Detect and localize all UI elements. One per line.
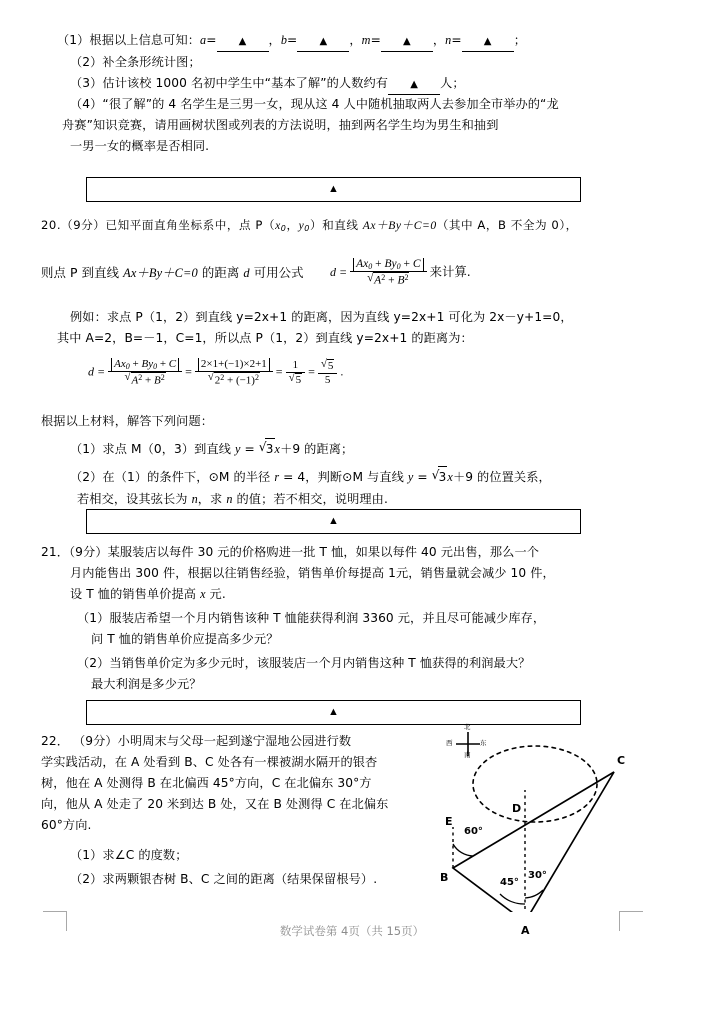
q21-sub1-line1: （1）服装店希望一个月内销售该种 T 恤能获得利润 3360 元，并且尽可能减少库存， xyxy=(77,611,546,625)
q20-example-computation xyxy=(88,358,343,387)
q20-y0-sub: 0 xyxy=(304,224,310,233)
answer-box-19-triangle: ▲ xyxy=(328,183,339,195)
q19-comma-2: ， xyxy=(349,33,362,47)
q19-semicolon: ； xyxy=(513,33,526,47)
lake-ellipse xyxy=(473,746,597,822)
q20-sub2 xyxy=(70,466,551,488)
blank-triangle-a: ▲ xyxy=(238,36,247,47)
q20-sub2-a: （2）在（1）的条件下，⊙M 的半径 xyxy=(70,470,275,484)
q22-line3: 树，他在 A 处测得 B 在北偏西 45°方向，C 在北偏东 30°方 xyxy=(41,776,372,790)
q22-line1: 22． （9分）小明周末与父母一起到遂宁湿地公园进行数 xyxy=(41,734,352,748)
answer-box-20-triangle: ▲ xyxy=(328,515,339,527)
q20-sub1-tail: ＋9 的距离； xyxy=(280,442,354,456)
q20-sub2-n2: n xyxy=(226,492,233,506)
q19-item4-line1: （4）“很了解”的 4 名学生是三男一女，现从这 4 人中随机抽取两人去参加全市举办的“龙 xyxy=(70,97,559,111)
q19-item1 xyxy=(57,30,526,52)
q20-stem-line2 xyxy=(41,262,304,284)
q20-ex-f3-den: √ 5 xyxy=(286,373,306,387)
q19-item1-prefix: （1）根据以上信息可知： xyxy=(57,33,201,47)
angle-arc-a-left xyxy=(500,894,525,904)
q20-sub1 xyxy=(70,438,353,460)
q22-sub1: （1）求∠C 的度数； xyxy=(70,848,188,862)
q19-var-m: m xyxy=(361,33,371,47)
angle-label-a-30: 30° xyxy=(528,870,547,881)
q20-ex-f1-den: √ $A^2 + B^2$ xyxy=(108,372,182,387)
answer-box-19[interactable] xyxy=(86,177,581,202)
q20-stem-line1-d: （其中 A，B 不全为 0）， xyxy=(436,218,578,232)
label-point-b: B xyxy=(440,871,449,884)
q20-x0: x xyxy=(275,219,281,232)
q20-stem-line1-a: 20.（9分）已知平面直角坐标系中，点 P（ xyxy=(41,218,276,232)
q22-figure xyxy=(440,722,680,937)
q21-line2: 月内能售出 300 件，根据以往销售经验，销售单价每提高 1元，销售量就会减少 10 件， xyxy=(70,566,555,580)
q20-ex-eq-1: = xyxy=(185,364,192,379)
q20-sub2-n1: n xyxy=(191,492,198,506)
q20-stem-line1-b: ， xyxy=(286,218,299,232)
q20-sub1-x: x xyxy=(274,442,281,456)
blank-triangle-count: ▲ xyxy=(410,79,418,90)
q21-var-x: x xyxy=(200,587,206,601)
q20-dist-d: d xyxy=(243,266,250,280)
q19-item2: （2）补全条形统计图； xyxy=(70,55,201,69)
compass-east-label: 东 xyxy=(480,739,487,747)
q22-line4: 向，他从 A 处走了 20 米到达 B 处，又在 B 处测得 C 在北偏东 xyxy=(41,797,389,811)
q20-line-eq-2: Ax＋By＋C=0 xyxy=(123,266,198,280)
q20-y0: y xyxy=(298,219,305,232)
angle-label-a-45: 45° xyxy=(500,877,519,888)
q20-sub1-y: y xyxy=(235,442,241,456)
q19-var-a: a xyxy=(200,33,207,47)
q20-sub1-a: （1）求点 M（0，3）到直线 xyxy=(70,442,236,456)
q21-line3-b: 元. xyxy=(205,587,226,601)
q20-lead: 根据以上材料，解答下列问题： xyxy=(41,414,214,428)
q20-sub1-eq: = xyxy=(240,442,259,456)
q19-item4-line2: 舟赛”知识竞赛，请用画树状图或列表的方法说明，抽到两名学生均为男生和抽到 xyxy=(62,118,499,132)
q19-eq-a: = xyxy=(206,33,217,47)
q20-sub2-y: y xyxy=(407,470,414,484)
compass-rose xyxy=(445,724,491,764)
q20-sub2-l2-c: 的值；若不相交，说明理由. xyxy=(232,492,388,506)
q22-line2: 学实践活动，在 A 处看到 B、C 处各有一棵被湖水隔开的银杏 xyxy=(41,755,378,769)
q19-eq-n: = xyxy=(451,33,462,47)
q21-line3 xyxy=(70,584,226,605)
q19-eq-b: = xyxy=(287,33,298,47)
q19-item3 xyxy=(70,73,465,95)
compass-south-label: 南 xyxy=(464,751,471,759)
q19-item4-line3: 一男一女的概率是否相同. xyxy=(70,139,210,153)
q20-ex-eq-3: = xyxy=(308,364,315,379)
q19-var-n: n xyxy=(445,33,452,47)
q20-ex-f1-num: $Ax_0 + By_0 + C$ xyxy=(108,358,182,372)
label-point-d: D xyxy=(512,802,522,815)
q20-sub2-req: = 4，判断⊙M 与直线 xyxy=(279,470,408,484)
q20-sub1-radicand: 3 xyxy=(265,438,275,460)
q21-line1: 21．（9分）某服装店以每件 30 元的价格购进一批 T 恤，如果以每件 40 元出售，那么一个 xyxy=(41,545,540,559)
q20-ex-period: . xyxy=(340,364,344,379)
compass-north-label: 北 xyxy=(464,723,471,731)
q20-ex-f4-den: 5 xyxy=(324,373,331,386)
q19-comma-1: ， xyxy=(268,33,281,47)
q20-line-eq-1: Ax＋By＋C=0 xyxy=(362,219,437,232)
q21-sub2-line1: （2）当销售单价定为多少元时，该服装店一个月内销售这种 T 恤获得的利润最大？ xyxy=(77,656,531,670)
q20-example-line1: 例如：求点 P（1，2）到直线 y=2x+1 的距离，因为直线 y=2x+1 可化为 2x－y+1=0， xyxy=(70,310,573,324)
q19-comma-3: ， xyxy=(432,33,446,47)
q20-sub2-x: x xyxy=(447,470,453,484)
q22-line5: 60°方向. xyxy=(41,818,92,832)
q19-var-b: b xyxy=(280,33,288,47)
answer-box-20[interactable] xyxy=(86,509,581,534)
q20-ex-f4-num: √ 5 xyxy=(318,359,338,374)
answer-box-21-triangle: ▲ xyxy=(328,706,339,718)
q20-stem-line2-b: 的距离 xyxy=(197,265,244,280)
q20-stem-line1-c: ）和直线 xyxy=(309,218,363,232)
label-point-e: E xyxy=(445,815,453,828)
label-point-c: C xyxy=(617,754,626,767)
angle-label-b-60: 60° xyxy=(464,826,483,837)
triangle-abc xyxy=(453,772,614,912)
q20-ex-f2-den: √ $2^2 + (-1)^2$ xyxy=(195,372,273,387)
q20-distance-formula xyxy=(330,258,471,288)
q19-item3-text-b: 人； xyxy=(440,76,465,90)
angle-arc-b xyxy=(453,844,473,856)
q20-formula-denominator: √ $A^2 + B^2$ xyxy=(350,272,426,288)
q20-ex-eq-2: = xyxy=(275,364,283,379)
q20-stem-line2-c: 可用公式 xyxy=(249,265,304,280)
q20-sub2-tail: ＋9 的位置关系， xyxy=(452,470,551,484)
q20-sub2-l2-a: 若相交，设其弦长为 xyxy=(77,492,192,506)
q20-formula-numerator: $Ax_0 + By_0 + C$ xyxy=(350,258,426,272)
q19-eq-m: = xyxy=(370,33,381,47)
compass-west-label: 西 xyxy=(446,739,453,747)
q20-stem-line2-a: 则点 P 到直线 xyxy=(41,265,124,280)
blank-triangle-n: ▲ xyxy=(483,36,492,47)
q20-stem-line1 xyxy=(41,215,578,239)
blank-triangle-b: ▲ xyxy=(319,36,328,47)
q20-sub2-eq: = xyxy=(413,470,432,484)
q19-item3-text-a: （3）估计该校 1000 名初中学生中“基本了解”的人数约有 xyxy=(70,76,389,90)
q20-sub2-l2-b: ，求 xyxy=(197,492,227,506)
q21-sub1-line2: 问 T 恤的销售单价应提高多少元？ xyxy=(91,632,279,646)
q21-line3-a: 设 T 恤的销售单价提高 xyxy=(70,587,201,601)
q20-example-line2: 其中 A=2，B=－1，C=1，所以点 P（1，2）到直线 y=2x+1 的距离为： xyxy=(57,331,473,345)
q20-example-d: d = xyxy=(88,364,106,379)
q22-sub2: （2）求两颗银杏树 B、C 之间的距离（结果保留根号）. xyxy=(70,872,378,886)
page-footer: 数学试卷第 4页（共 15页） xyxy=(279,924,425,938)
label-point-a: A xyxy=(521,924,530,937)
q21-sub2-line2: 最大利润是多少元？ xyxy=(91,677,202,691)
q20-sub2-line2 xyxy=(77,489,388,510)
q20-sub2-r: r xyxy=(274,470,280,484)
q20-ex-f2-num: 2×1+(−1)×2+1 xyxy=(195,358,273,372)
q20-x0-sub: 0 xyxy=(280,224,287,233)
q20-ex-f3-num: 1 xyxy=(286,359,306,373)
q20-formula-d: d = xyxy=(330,264,348,279)
q20-sub2-radicand: 3 xyxy=(438,466,448,488)
blank-triangle-m: ▲ xyxy=(402,36,411,47)
q20-formula-tail: 来计算. xyxy=(429,263,471,279)
